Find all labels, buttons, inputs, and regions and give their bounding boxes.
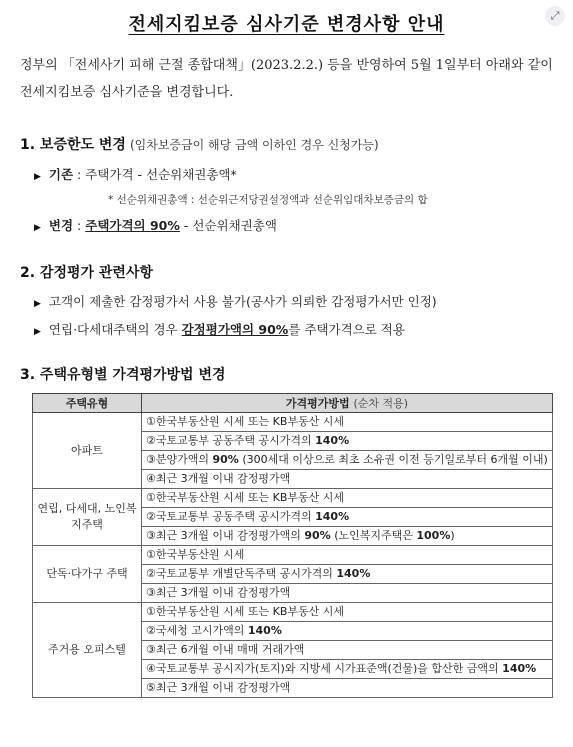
- section2-bullet-2-pre: 연립·다세대주택의 경우: [48, 322, 182, 337]
- housing-type-cell: 아파트: [33, 413, 142, 489]
- section1-bullet-existing: [34, 165, 237, 183]
- table-row: [33, 489, 553, 508]
- method-cell: ②국세청 고시가액의 140%: [142, 622, 553, 641]
- section2-title: 2. 감정평가 관련사항: [20, 265, 153, 281]
- triangle-bullet-icon: ▶: [34, 327, 41, 337]
- housing-type-cell: 연립, 다세대, 노인복지주택: [33, 489, 142, 546]
- table-row: [33, 603, 553, 622]
- section2-bullet-1-text: 고객이 제출한 감정평가서 사용 불가(공사가 의뢰한 감정평가서만 인정): [48, 294, 437, 309]
- method-cell: ①한국부동산원 시세 또는 KB부동산 시세: [142, 413, 553, 432]
- method-cell: ①한국부동산원 시세 또는 KB부동산 시세: [142, 603, 553, 622]
- header-method: [142, 394, 553, 413]
- triangle-bullet-icon: ▶: [34, 299, 41, 309]
- section3-title: 3. 주택유형별 가격평가방법 변경: [20, 367, 226, 383]
- section2-bullet-2: [34, 320, 405, 338]
- section2-bullet-1: [34, 292, 437, 310]
- triangle-bullet-icon: ▶: [34, 172, 41, 182]
- section1-bullet-changed: [34, 216, 277, 234]
- existing-text: : 주택가격 - 선순위채권총액*: [73, 167, 237, 182]
- section1-heading: [20, 134, 379, 154]
- method-cell: ②국토교통부 공동주택 공시가격의 140%: [142, 432, 553, 451]
- method-cell: ①한국부동산원 시세: [142, 546, 553, 565]
- valuation-table: [32, 393, 553, 698]
- header-type: 주택유형: [33, 394, 142, 413]
- method-cell: ⑤최근 3개월 이내 감정평가액: [142, 679, 553, 698]
- section2-bullet-2-emph: 감정평가액의 90%: [181, 322, 289, 337]
- triangle-bullet-icon: ▶: [34, 223, 41, 233]
- section1-footnote: * 선순위채권총액 : 선순위근저당권설정액과 선순위임대차보증금의 합: [108, 194, 428, 206]
- expand-icon[interactable]: ⤢: [545, 6, 565, 26]
- section1-note: (임차보증금이 해당 금액 이하인 경우 신청가능): [129, 138, 379, 152]
- table-row: [33, 546, 553, 565]
- table-row: [33, 413, 553, 432]
- method-cell: ④국토교통부 공시지가(토지)와 지방세 시가표준액(건물)을 합산한 금액의 140%: [142, 660, 553, 679]
- method-cell: ①한국부동산원 시세 또는 KB부동산 시세: [142, 489, 553, 508]
- housing-type-cell: 주거용 오피스텔: [33, 603, 142, 698]
- header-method-sub: (순차 적용): [353, 397, 409, 410]
- page-title: 전세지킴보증 심사기준 변경사항 안내: [128, 14, 445, 35]
- changed-label: 변경: [48, 218, 74, 233]
- header-method-label: 가격평가방법: [285, 397, 350, 410]
- changed-rest: - 선순위채권총액: [179, 218, 277, 233]
- intro-paragraph: 정부의 「전세사기 피해 근절 종합대책」(2023.2.2.) 등을 반영하여 5월 1일부터 아래와 같이 전세지킴보증 심사기준을 변경합니다.: [20, 58, 553, 100]
- method-cell: ③최근 6개월 이내 매매 거래가액: [142, 641, 553, 660]
- method-cell: ②국토교통부 공동주택 공시가격의 140%: [142, 508, 553, 527]
- method-cell: ②국토교통부 개별단독주택 공시가격의 140%: [142, 565, 553, 584]
- method-cell: ③최근 3개월 이내 감정평가액: [142, 584, 553, 603]
- method-cell: ③최근 3개월 이내 감정평가액의 90% (노인복지주택은 100%): [142, 527, 553, 546]
- section2-bullet-2-post: 를 주택가격으로 적용: [288, 322, 405, 337]
- method-cell: ④최근 3개월 이내 감정평가액: [142, 470, 553, 489]
- valuation-table-body: [33, 413, 553, 698]
- changed-emphasis: 주택가격의 90%: [85, 218, 180, 233]
- changed-sep: :: [73, 218, 86, 233]
- section1-title: 1. 보증한도 변경: [20, 137, 126, 153]
- existing-label: 기존: [48, 167, 74, 182]
- housing-type-cell: 단독·다가구 주택: [33, 546, 142, 603]
- method-cell: ③분양가액의 90% (300세대 이상으로 최초 소유권 이전 등기일로부터 6개월 이내): [142, 451, 553, 470]
